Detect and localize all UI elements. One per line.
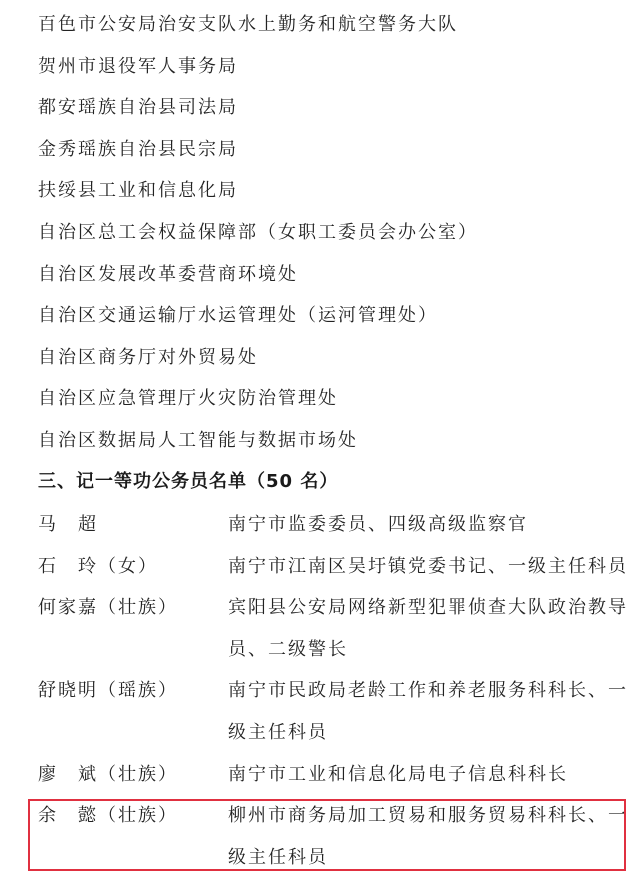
commended-unit-list [38,4,628,462]
person-name: 石 玲（女） [38,555,158,577]
person-row [38,754,630,796]
unit-item: 自治区发展改革委营商环境处 [38,263,298,285]
unit-item: 扶绥县工业和信息化局 [38,180,238,202]
unit-item: 金秀瑶族自治县民宗局 [38,138,238,160]
person-name: 何家嘉（壮族） [38,597,178,619]
person-row [38,795,630,878]
unit-item: 都安瑶族自治县司法局 [38,97,238,119]
unit-item: 自治区交通运输厅水运管理处（运河管理处） [38,305,438,327]
unit-item: 自治区总工会权益保障部（女职工委员会办公室） [38,221,478,243]
person-row [38,670,630,753]
person-title: 南宁市监委委员、四级高级监察官 [228,514,528,535]
person-name: 马 超 [38,514,98,535]
person-row [38,546,630,588]
person-title: 柳州市商务局加工贸易和服务贸易科科长、一级主任科员 [228,805,628,868]
person-row [38,504,630,546]
person-row [38,587,630,670]
unit-item: 自治区数据局人工智能与数据市场处 [38,429,358,451]
unit-item: 贺州市退役军人事务局 [38,55,238,77]
person-name: 廖 斌（壮族） [38,763,178,785]
section-heading: 三、记一等功公务员名单（50 名） [38,471,339,492]
person-title: 南宁市民政局老龄工作和养老服务科科长、一级主任科员 [228,680,628,743]
person-name: 余 懿（壮族） [38,805,178,827]
unit-item: 自治区应急管理厅火灾防治管理处 [38,388,338,410]
person-title: 宾阳县公安局网络新型犯罪侦查大队政治教导员、二级警长 [228,597,628,660]
person-title: 南宁市江南区吴圩镇党委书记、一级主任科员 [228,555,628,577]
unit-item: 自治区商务厅对外贸易处 [38,346,258,368]
person-title: 南宁市工业和信息化局电子信息科科长 [228,763,568,785]
person-name: 舒晓明（瑶族） [38,680,178,702]
person-list [38,504,630,878]
unit-item: 百色市公安局治安支队水上勤务和航空警务大队 [38,14,458,35]
